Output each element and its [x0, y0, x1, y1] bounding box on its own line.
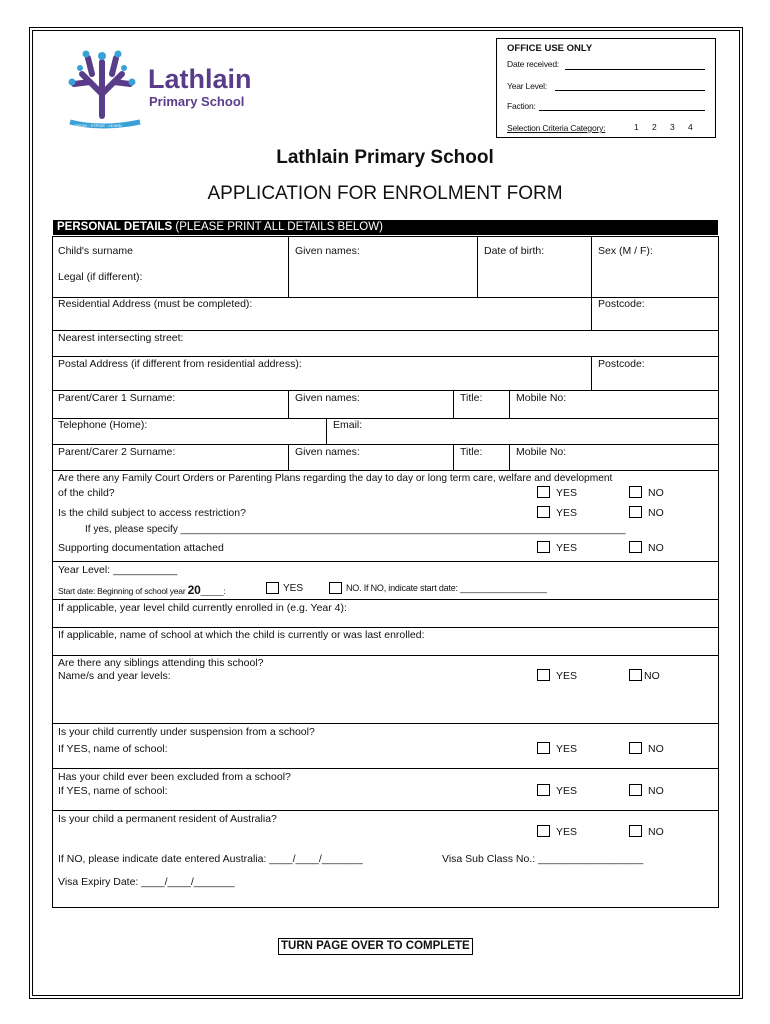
category-3[interactable]: 3	[670, 122, 675, 132]
year-level-line[interactable]	[555, 90, 705, 91]
office-use-box	[496, 38, 716, 138]
category-4[interactable]: 4	[688, 122, 693, 132]
access-no-label: NO	[648, 507, 664, 519]
nearest-street-label: Nearest intersecting street:	[58, 332, 184, 344]
selection-criteria-label: Selection Criteria Category:	[507, 123, 606, 133]
docs-yes-label: YES	[556, 542, 578, 554]
siblings-no-checkbox[interactable]	[629, 669, 642, 681]
court-orders-question-cont: of the child?	[58, 487, 115, 499]
school-logo	[62, 44, 272, 134]
excluded-yes-label: YES	[556, 785, 578, 797]
visa-expiry-field[interactable]: Visa Expiry Date: ____/____/_______	[58, 876, 235, 888]
docs-yes-checkbox[interactable]	[537, 541, 550, 553]
court-yes-label: YES	[556, 487, 578, 499]
enrolled-year-label: If applicable, year level child currently enrolled in (e.g. Year 4):	[58, 602, 347, 614]
section-header	[53, 220, 718, 235]
access-yes-checkbox[interactable]	[537, 506, 550, 518]
start-date-blank[interactable]: _____:	[200, 586, 226, 596]
start-no-checkbox[interactable]	[329, 582, 342, 594]
child-surname-label: Child's surname	[58, 245, 133, 257]
excluded-yes-checkbox[interactable]	[537, 784, 550, 796]
suspension-yes-checkbox[interactable]	[537, 742, 550, 754]
section-title: PERSONAL DETAILS	[57, 221, 173, 233]
excluded-school-label: If YES, name of school:	[58, 785, 168, 797]
court-no-checkbox[interactable]	[629, 486, 642, 498]
start-date-label	[58, 583, 225, 597]
resident-no-checkbox[interactable]	[629, 825, 642, 837]
excluded-no-checkbox[interactable]	[629, 784, 642, 796]
category-2[interactable]: 2	[652, 122, 657, 132]
suspension-yes-label: YES	[556, 743, 578, 755]
excluded-question: Has your child ever been excluded from a school?	[58, 771, 291, 783]
current-school-label: If applicable, name of school at which the child is currently or was last enrolled:	[58, 629, 425, 641]
siblings-yes-label: YES	[556, 670, 578, 682]
access-restriction-question: Is the child subject to access restriction?	[58, 507, 246, 519]
tree-icon	[62, 44, 272, 134]
date-entered-field[interactable]: If NO, please indicate date entered Australia: ____/____/_______	[58, 853, 363, 865]
resident-yes-checkbox[interactable]	[537, 825, 550, 837]
postal-address-label: Postal Address (if different from residential address):	[58, 358, 302, 370]
dob-label: Date of birth:	[484, 245, 545, 257]
start-yes-label: YES	[283, 583, 304, 594]
date-received-line[interactable]	[565, 69, 705, 70]
legal-name-label: Legal (if different):	[58, 271, 143, 283]
parent2-title-label: Title:	[460, 446, 483, 458]
start-date-year: 20	[187, 583, 201, 597]
resident-yes-label: YES	[556, 826, 578, 838]
suspension-question: Is your child currently under suspension from a school?	[58, 726, 315, 738]
resident-question: Is your child a permanent resident of Australia?	[58, 813, 277, 825]
year-level-field[interactable]: Year Level: ___________	[58, 564, 178, 576]
parent2-given-label: Given names:	[295, 446, 360, 458]
page-title: Lathlain Primary School	[276, 147, 494, 168]
logo-name: Lathlain	[148, 64, 252, 94]
excluded-no-label: NO	[648, 785, 664, 797]
court-no-label: NO	[648, 487, 664, 499]
postal-postcode-label: Postcode:	[598, 358, 645, 370]
form-title: APPLICATION FOR ENROLMENT FORM	[207, 183, 563, 204]
suspension-school-label: If YES, name of school:	[58, 743, 168, 755]
siblings-question: Are there any siblings attending this school?	[58, 657, 264, 669]
start-no-label: NO. If NO, indicate start date: __________________	[346, 583, 547, 593]
date-received-label: Date received:	[507, 59, 560, 69]
access-yes-label: YES	[556, 507, 578, 519]
postcode-label: Postcode:	[598, 298, 645, 310]
office-title: OFFICE USE ONLY	[507, 43, 593, 54]
court-yes-checkbox[interactable]	[537, 486, 550, 498]
visa-subclass-field[interactable]: Visa Sub Class No.: __________________	[442, 853, 644, 865]
parent2-surname-label: Parent/Carer 2 Surname:	[58, 446, 176, 458]
resident-no-label: NO	[648, 826, 664, 838]
email-label: Email:	[333, 419, 363, 431]
logo-subtitle: Primary School	[149, 94, 245, 109]
docs-no-label: NO	[648, 542, 664, 554]
category-1[interactable]: 1	[634, 122, 639, 132]
parent1-title-label: Title:	[460, 392, 483, 404]
parent1-surname-label: Parent/Carer 1 Surname:	[58, 392, 176, 404]
access-no-checkbox[interactable]	[629, 506, 642, 518]
siblings-no-label: NO	[644, 670, 660, 682]
logo-motto: GROW · STRIVE · LEARN	[74, 123, 122, 128]
parent1-mobile-label: Mobile No:	[516, 392, 567, 404]
telephone-label: Telephone (Home):	[58, 419, 148, 431]
court-orders-question: Are there any Family Court Orders or Parenting Plans regarding the day to day or long term care, welfare and development	[58, 473, 613, 484]
year-level-label: Year Level:	[507, 81, 548, 91]
sex-label: Sex (M / F):	[598, 245, 653, 257]
siblings-names-label: Name/s and year levels:	[58, 670, 171, 682]
faction-label: Faction:	[507, 101, 536, 111]
residential-address-label: Residential Address (must be completed):	[58, 298, 253, 310]
parent2-mobile-label: Mobile No:	[516, 446, 567, 458]
suspension-no-checkbox[interactable]	[629, 742, 642, 754]
parent1-given-label: Given names:	[295, 392, 360, 404]
suspension-no-label: NO	[648, 743, 664, 755]
supporting-docs-question: Supporting documentation attached	[58, 542, 224, 554]
siblings-yes-checkbox[interactable]	[537, 669, 550, 681]
specify-field[interactable]: If yes, please specify ________________________________________________________________________________	[85, 524, 626, 535]
turn-page-notice: TURN PAGE OVER TO COMPLETE	[278, 938, 473, 955]
given-names-label: Given names:	[295, 245, 360, 257]
start-yes-checkbox[interactable]	[266, 582, 279, 594]
section-note: (PLEASE PRINT ALL DETAILS BELOW)	[172, 221, 383, 233]
faction-line[interactable]	[539, 110, 705, 111]
start-date-text: Start date: Beginning of school year	[58, 586, 186, 596]
docs-no-checkbox[interactable]	[629, 541, 642, 553]
